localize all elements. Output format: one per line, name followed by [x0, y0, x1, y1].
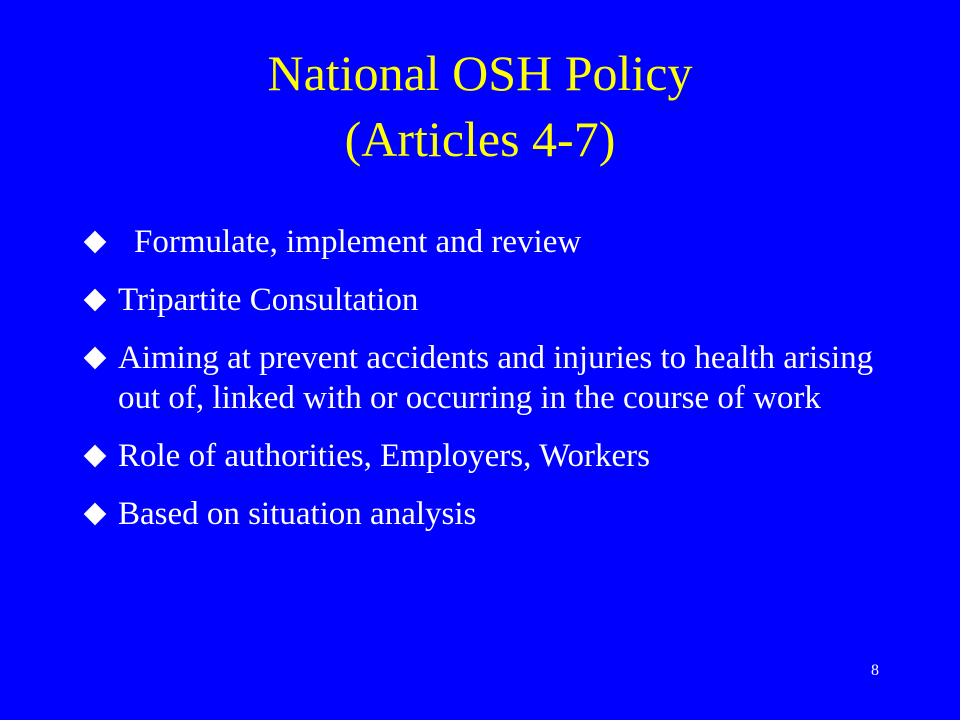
bullet-text-tripartite: Tripartite Consultation — [118, 282, 419, 318]
bullet-item-roles — [84, 436, 884, 476]
page-number: 8 — [871, 662, 879, 679]
slide-title — [0, 40, 960, 172]
bullet-text-aiming: Aiming at prevent accidents and injuries to health arising out of, linked with or occurring in the course of work — [118, 340, 874, 416]
bullet-text-roles: Role of authorities, Employers, Workers — [118, 438, 650, 474]
bullet-text-formulate: Formulate, implement and review — [134, 224, 582, 260]
bullet-text-situation: Based on situation analysis — [118, 496, 477, 532]
bullet-item-tripartite — [84, 280, 884, 320]
diamond-bullet-icon — [84, 231, 107, 254]
diamond-bullet-icon — [84, 445, 107, 468]
bullet-item-formulate — [84, 222, 884, 262]
slide-title-line-1: National OSH Policy — [267, 45, 693, 101]
bullet-item-situation — [84, 494, 884, 534]
diamond-bullet-icon — [84, 347, 107, 370]
diamond-bullet-icon — [84, 503, 107, 526]
slide-title-line-2: (Articles 4-7) — [344, 111, 616, 167]
bullet-list — [84, 222, 884, 552]
diamond-bullet-icon — [84, 289, 107, 312]
bullet-item-aiming — [84, 338, 884, 418]
